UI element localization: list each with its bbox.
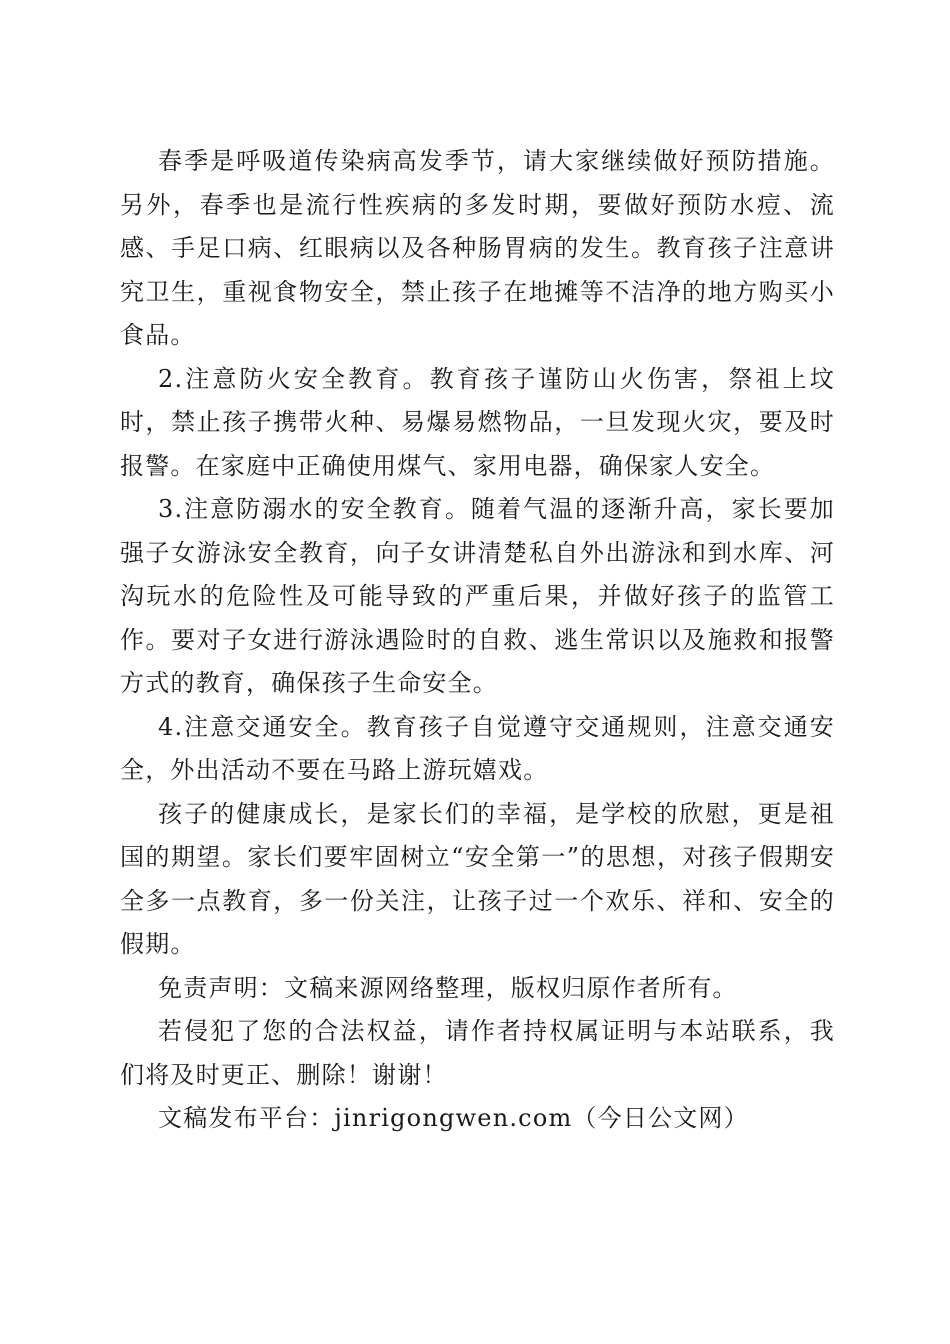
paragraph-spring-disease: 春季是呼吸道传染病高发季节，请大家继续做好预防措施。另外，春季也是流行性疾病的多发时期，要做好预防水痘、流感、手足口病、红眼病以及各种肠胃病的发生。教育孩子注意讲究卫生，重视食物安全，禁止孩子在地摊等不洁净的地方购买小食品。 (120, 147, 835, 349)
paragraph-fire-safety: 2.注意防火安全教育。教育孩子谨防山火伤害，祭祖上坟时，禁止孩子携带火种、易爆易燃物品，一旦发现火灾，要及时报警。在家庭中正确使用煤气、家用电器，确保家人安全。 (120, 364, 835, 480)
paragraph-drowning-safety: 3.注意防溺水的安全教育。随着气温的逐渐升高，家长要加强子女游泳安全教育，向子女讲清楚私自外出游泳和到水库、河沟玩水的危险性及可能导致的严重后果，并做好孩子的监管工作。要对子女进行游泳遇险时的自救、逃生常识以及施救和报警方式的教育，确保孩子生命安全。 (120, 495, 835, 697)
paragraph-conclusion: 孩子的健康成长，是家长们的幸福，是学校的欣慰，更是祖国的期望。家长们要牢固树立“安全第一”的思想，对孩子假期安全多一点教育，多一份关注，让孩子过一个欢乐、祥和、安全的假期。 (120, 799, 835, 958)
paragraph-traffic-safety: 4.注意交通安全。教育孩子自觉遵守交通规则，注意交通安全，外出活动不要在马路上游玩嬉戏。 (120, 712, 835, 784)
infringement-notice: 若侵犯了您的合法权益，请作者持权属证明与本站联系，我们将及时更正、删除！谢谢！ (120, 1017, 835, 1089)
publishing-platform: 文稿发布平台：jinrigongwen.com（今日公文网） (158, 1104, 749, 1132)
disclaimer-text: 免责声明：文稿来源网络整理，版权归原作者所有。 (158, 973, 738, 1002)
document-body (120, 140, 835, 1141)
